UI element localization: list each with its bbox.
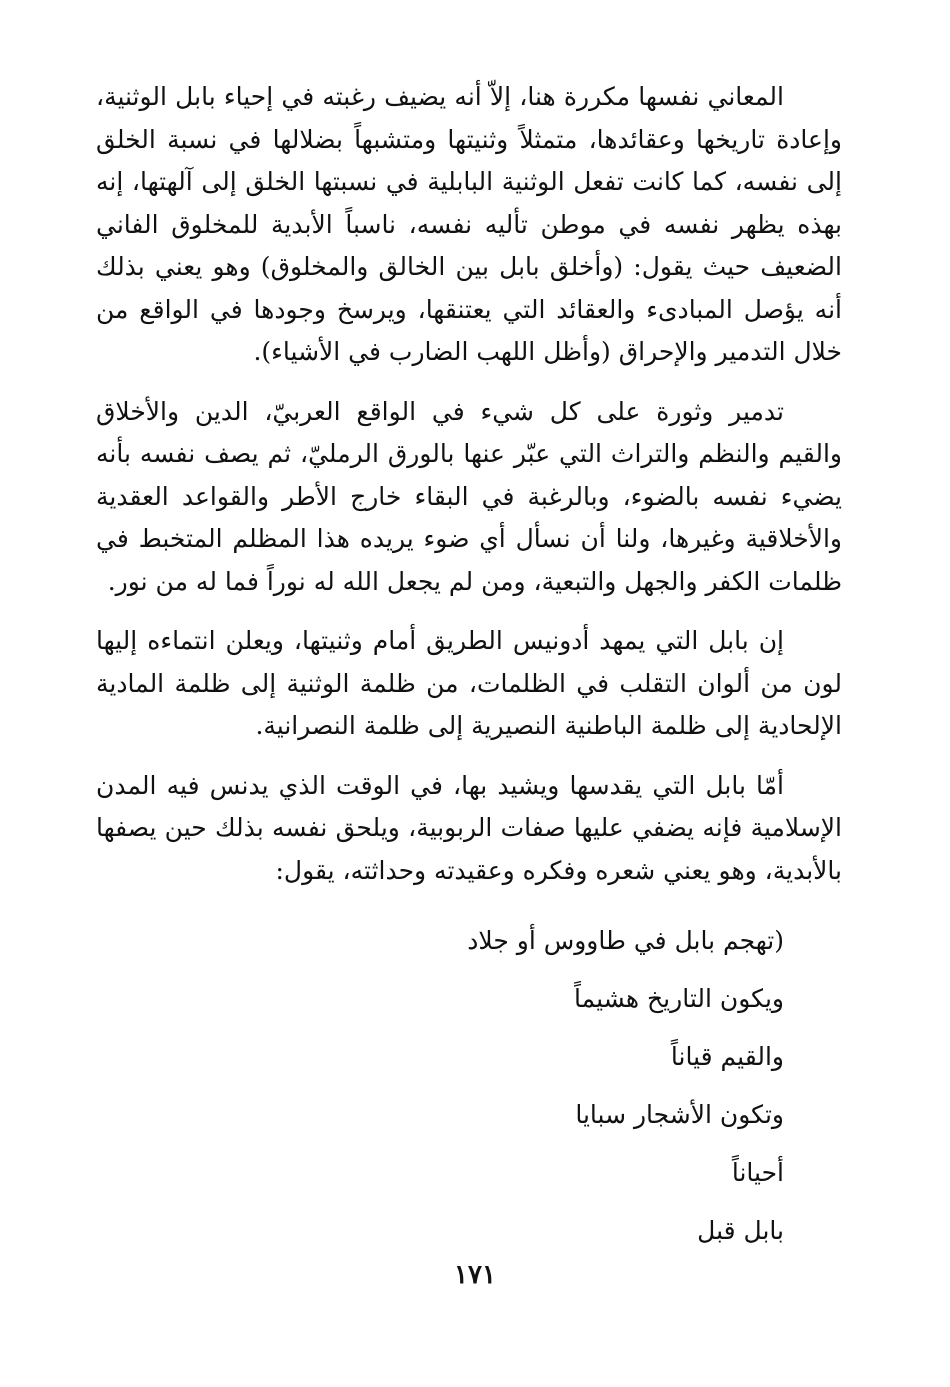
paragraph-4: أمّا بابل التي يقدسها ويشيد بها، في الوقت الذي يدنس فيه المدن الإسلامية فإنه يضفي عليها صفات الربوبية، ويلحق نفسه بذلك حين يصفها بالأبدية، وهو يعني شعره وفكره وعقيدته وحداثته، يقول: bbox=[96, 770, 842, 885]
poem-line: أحياناً bbox=[731, 1158, 784, 1187]
page-body bbox=[96, 76, 842, 1260]
poem-excerpt bbox=[96, 912, 842, 1260]
paragraph-3: إن بابل التي يمهد أدونيس الطريق أمام وثنيتها، ويعلن انتماءه إليها لون من ألوان التقلب في الظلمات، من ظلمة الوثنية إلى ظلمة المادية الإلحادية إلى ظلمة الباطنية النصيرية إلى ظلمة النصرانية. bbox=[96, 626, 842, 740]
poem-line: (تهجم بابل في طاووس أو جلاد bbox=[467, 926, 784, 955]
poem-line: وتكون الأشجار سبايا bbox=[575, 1100, 784, 1129]
paragraph-1: المعاني نفسها مكررة هنا، إلاّ أنه يضيف رغبته في إحياء بابل الوثنية، وإعادة تاريخها وعقائدها، متمثلاً وثنيتها ومتشبهاً بضلالها في نسبة الخلق إلى نفسه، كما كانت تفعل الوثنية البابلية في نسبتها الخلق إلى آلهتها، إنه بهذه يظهر نفسه في موطن تأليه نفسه، ناسباً الأبدية للمخلوق الفاني الضعيف حيث يقول: (وأخلق بابل بين الخالق والمخلوق) وهو يعني بذلك أنه يؤصل المبادىء والعقائد التي يعتنقها، ويرسخ وجودها في الواقع من خلال التدمير والإحراق (وأظل اللهب الضارب في الأشياء). bbox=[96, 82, 842, 366]
poem-line: والقيم قياناً bbox=[670, 1042, 784, 1071]
poem-line: ويكون التاريخ هشيماً bbox=[574, 984, 784, 1013]
page-number: ١٧١ bbox=[454, 1260, 496, 1290]
poem-line: بابل قبل bbox=[697, 1216, 784, 1245]
paragraph-2: تدمير وثورة على كل شيء في الواقع العربيّ، الدين والأخلاق والقيم والنظم والتراث التي عبّر عنها بالورق الرمليّ، ثم يصف نفسه بأنه يضيء نفسه بالضوء، وبالرغبة في البقاء خارج الأطر والقواعد العقدية والأخلاقية وغيرها، ولنا أن نسأل أي ضوء يريده هذا المظلم المتخبط في ظلمات الكفر والجهل والتبعية، ومن لم يجعل الله له نوراً فما له من نور. bbox=[96, 396, 842, 596]
